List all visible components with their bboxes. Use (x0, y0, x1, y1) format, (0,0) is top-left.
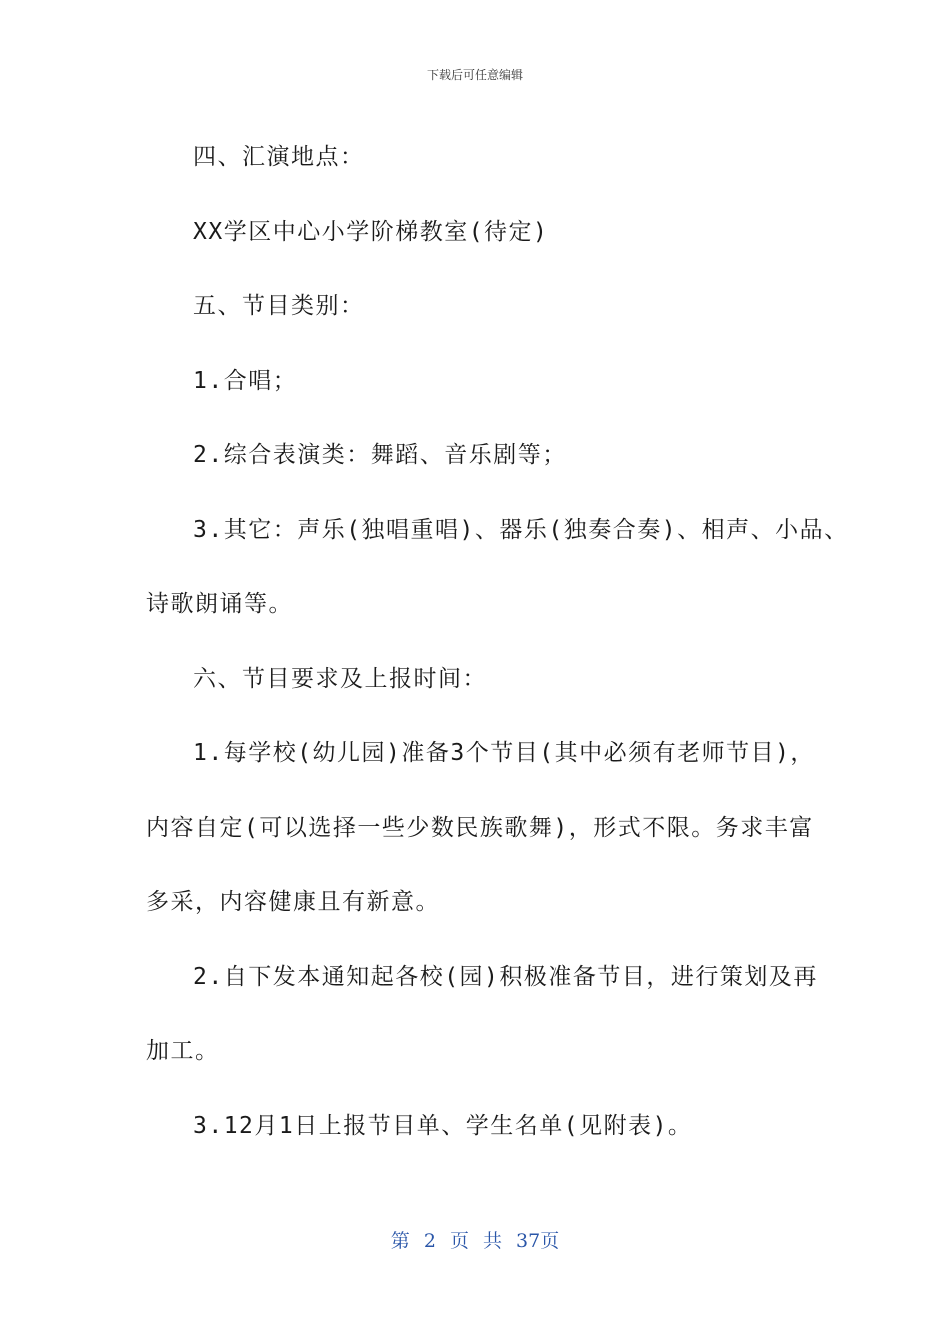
category-item-2: 2.综合表演类：舞蹈、音乐剧等； (193, 442, 567, 468)
requirement-item-3: 3.12月1日上报节目单、学生名单(见附表)。 (193, 1112, 693, 1139)
section-heading-categories: 五、节目类别： (193, 293, 365, 319)
section-heading-venue: 四、汇演地点： (193, 144, 365, 170)
requirement-item-1-continued: 内容自定(可以选择一些少数民族歌舞)，形式不限。务求丰富 (146, 814, 814, 841)
header-note: 下载后可任意编辑 (426, 68, 523, 82)
venue-text: XX学区中心小学阶梯教室(待定) (193, 218, 549, 245)
requirement-item-2-continued: 加工。 (146, 1038, 220, 1064)
requirement-item-1: 1.每学校(幼儿园)准备3个节目(其中必须有老师节目)， (193, 740, 815, 766)
document-body (146, 120, 849, 1163)
category-item-3-continued: 诗歌朗诵等。 (146, 591, 293, 617)
section-heading-requirements: 六、节目要求及上报时间： (193, 665, 487, 692)
requirement-item-2: 2.自下发本通知起各校(园)积极准备节目，进行策划及再 (193, 963, 818, 990)
requirement-item-1-continued-2: 多采，内容健康且有新意。 (146, 889, 440, 915)
page-number-footer: 第 2 页 共 37页 (390, 1230, 560, 1252)
category-item-3: 3.其它：声乐(独唱重唱)、器乐(独奏合奏)、相声、小品、 (193, 516, 849, 543)
category-item-1: 1.合唱； (193, 367, 298, 394)
